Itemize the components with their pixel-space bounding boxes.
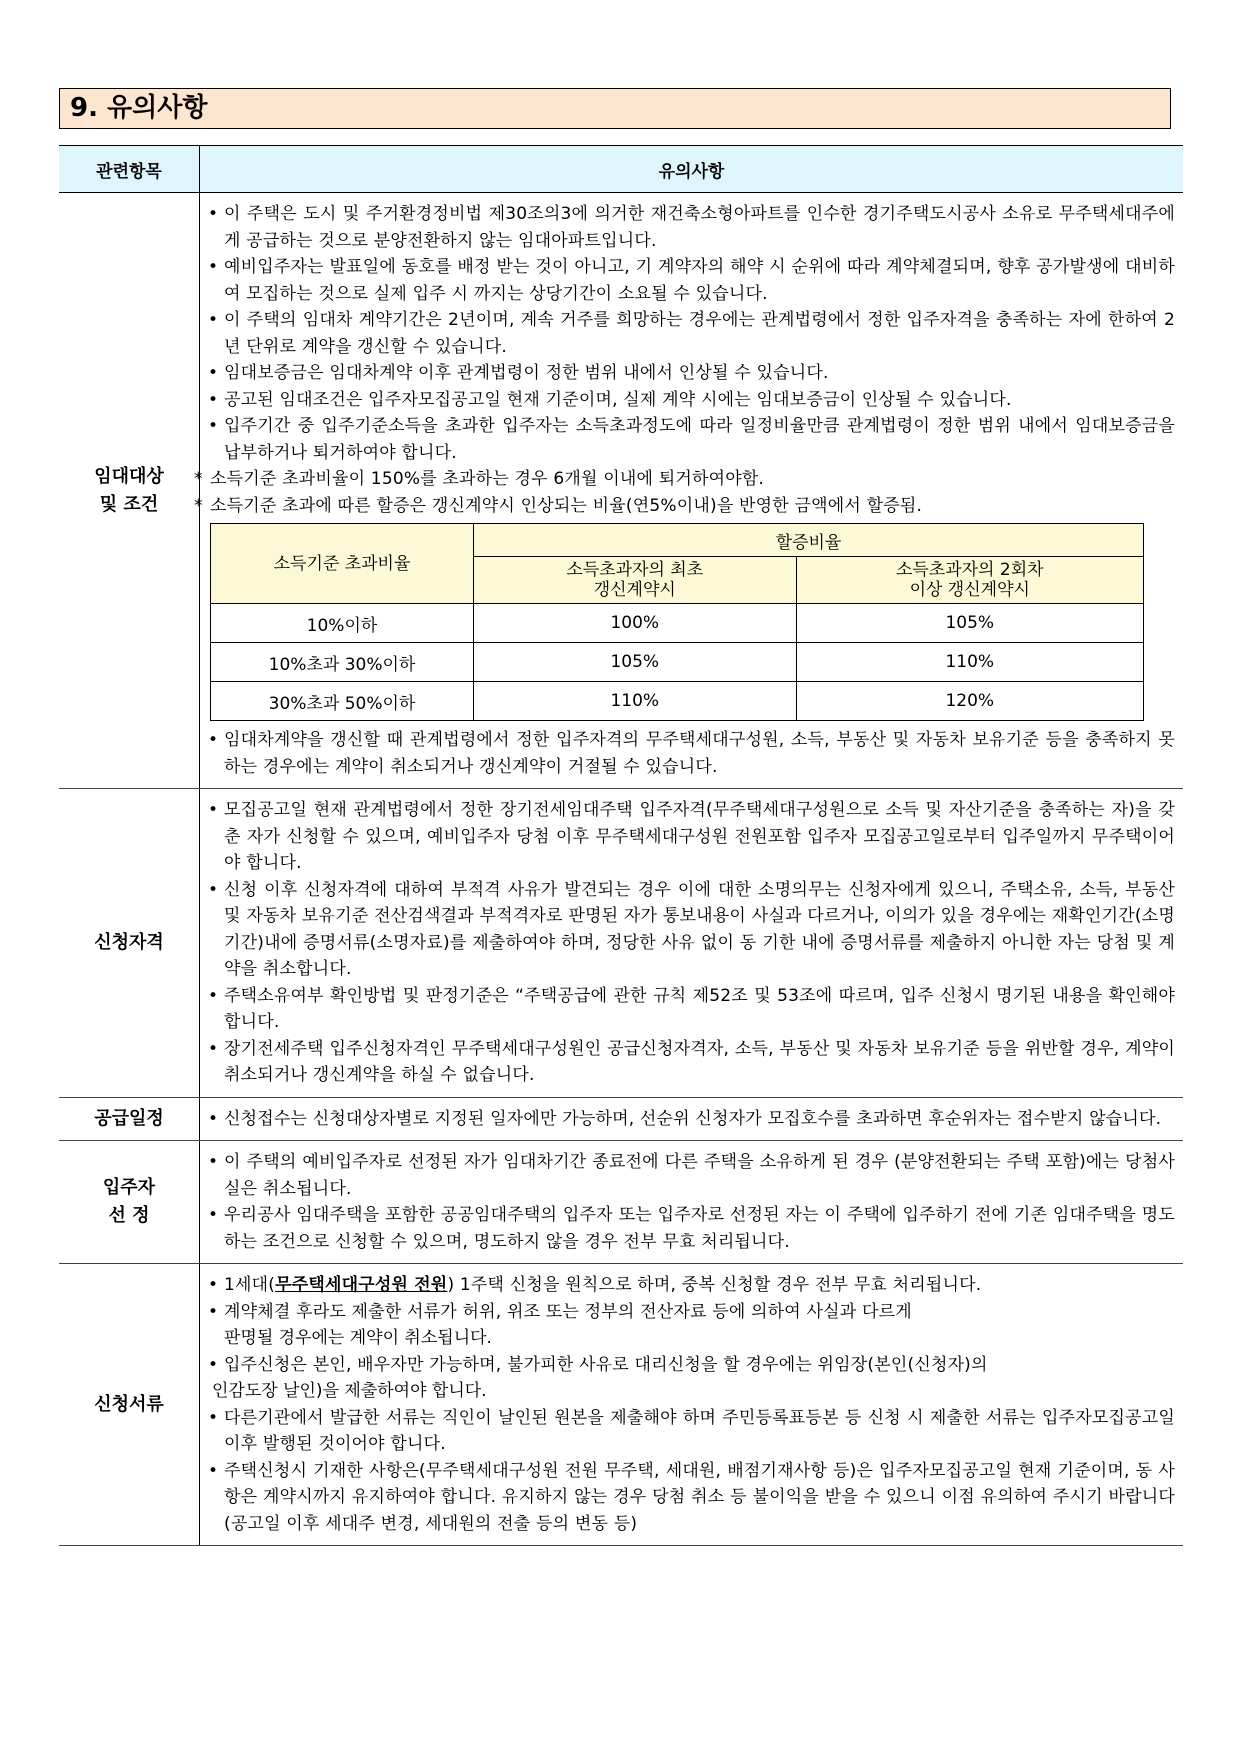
row-content (200, 1097, 1184, 1141)
surcharge-table (210, 523, 1144, 721)
list-item: • 신청 이후 신청자격에 대하여 부적격 사유가 발견되는 경우 이에 대한 소명의무는 신청자에게 있으니, 주택소유, 소득, 부동산 및 자동차 보유기준 전산검색결과 부적격자로 판명된 자가 통보내용이 사실과 다르거나, 이의가 있을 경우에는 재확인기간(소명기간)내에 증명서류(소명자료)를 제출하여야 하며, 정당한 사유 없이 동 기한 내에 증명서류를 제출하지 아니한 자는 당첨 및 계약을 취소합니다. (206, 877, 1175, 983)
list-item: • 다른기관에서 발급한 서류는 직인이 날인된 원본을 제출해야 하며 주민등록표등본 등 신청 시 제출한 서류는 입주자모집공고일 이후 발행된 것이어야 합니다. (206, 1405, 1175, 1458)
list-item: • 신청접수는 신청대상자별로 지정된 일자에만 가능하며, 선순위 신청자가 모집호수를 초과하면 후순위자는 접수받지 않습니다. (206, 1106, 1175, 1133)
notice-table (59, 145, 1183, 1546)
list-item: • 공고된 임대조건은 입주자모집공고일 현재 기준이며, 실제 계약 시에는 임대보증금이 인상될 수 있습니다. (206, 387, 1175, 414)
list-item: • 입주신청은 본인, 배우자만 가능하며, 불가피한 사유로 대리신청을 할 경우에는 위임장(본인(신청자)의 (206, 1352, 1175, 1379)
surcharge-second: 120% (796, 682, 1144, 721)
underlined-emphasis: 무주택세대구성원 전원 (275, 1275, 448, 1295)
surcharge-col-first-header: 소득초과자의 최초 갱신계약시 (474, 557, 797, 604)
note-item: * 소득기준 초과비율이 150%를 초과하는 경우 6개월 이내에 퇴거하여야함. (192, 466, 1175, 493)
surcharge-first: 100% (474, 604, 797, 643)
list-item: • 우리공사 임대주택을 포함한 공공임대주택의 입주자 또는 입주자로 선정된 자는 이 주택에 입주하기 전에 기존 임대주택을 명도하는 조건으로 신청할 수 있으며, 명도하지 않을 경우 전부 무효 처리됩니다. (206, 1202, 1175, 1255)
table-row (59, 789, 1183, 1098)
table-row (211, 643, 1144, 682)
table-row (59, 193, 1183, 789)
surcharge-range: 10%이하 (211, 604, 474, 643)
list-item: • 모집공고일 현재 관계법령에서 정한 장기전세임대주택 입주자격(무주택세대구성원으로 소득 및 자산기준을 충족하는 자)을 갖춘 자가 신청할 수 있으며, 예비입주자 당첨 이후 무주택세대구성원 전원포함 입주자 모집공고일로부터 입주일까지 무주택이어야 합니다. (206, 797, 1175, 877)
surcharge-second: 105% (796, 604, 1144, 643)
table-row (211, 682, 1144, 721)
note-item: * 소득기준 초과에 따른 할증은 갱신계약시 인상되는 비율(연5%이내)을 반영한 금액에서 할증됨. (192, 493, 1175, 520)
row-content (200, 193, 1184, 789)
table-row (59, 1264, 1183, 1546)
row-label-schedule: 공급일정 (59, 1097, 200, 1141)
surcharge-col-second-header: 소득초과자의 2회차 이상 갱신계약시 (796, 557, 1144, 604)
row-label-eligibility: 신청자격 (59, 789, 200, 1098)
list-item: • 계약체결 후라도 제출한 서류가 허위, 위조 또는 정부의 전산자료 등에 의하여 사실과 다르게 (206, 1299, 1175, 1326)
list-item: • 주택신청시 기재한 사항은(무주택세대구성원 전원 무주택, 세대원, 배점기재사항 등)은 입주자모집공고일 현재 기준이며, 동 사항은 계약시까지 유지하여야 합니다. 유지하지 않는 경우 당첨 취소 등 불이익을 받을 수 있으니 이점 유의하여 주시기 바랍니다(공고일 이후 세대주 변경, 세대원의 전출 등의 변동 등) (206, 1458, 1175, 1538)
row-label-selection: 입주자 선 정 (59, 1141, 200, 1264)
list-item: • 주택소유여부 확인방법 및 판정기준은 “주택공급에 관한 규칙 제52조 및 53조에 따르며, 입주 신청시 명기된 내용을 확인해야 합니다. (206, 983, 1175, 1036)
list-item: • 이 주택의 임대차 계약기간은 2년이며, 계속 거주를 희망하는 경우에는 관계법령에서 정한 입주자격을 충족하는 자에 한하여 2년 단위로 계약을 갱신할 수 있습니다. (206, 307, 1175, 360)
list-item: • 1세대(무주택세대구성원 전원) 1주택 신청을 원칙으로 하며, 중복 신청할 경우 전부 무효 처리됩니다. (206, 1272, 1175, 1299)
table-header-row (59, 146, 1183, 193)
surcharge-first: 105% (474, 643, 797, 682)
header-notice: 유의사항 (200, 146, 1184, 193)
list-item: • 입주기간 중 입주기준소득을 초과한 입주자는 소득초과정도에 따라 일정비율만큼 관계법령이 정한 범위 내에서 임대보증금을 납부하거나 퇴거하여야 합니다. (206, 413, 1175, 466)
surcharge-col-range-header: 소득기준 초과비율 (211, 524, 474, 604)
list-item: • 이 주택의 예비입주자로 선정된 자가 임대차기간 종료전에 다른 주택을 소유하게 된 경우 (분양전환되는 주택 포함)에는 당첨사실은 취소됩니다. (206, 1149, 1175, 1202)
list-item: • 장기전세주택 입주신청자격인 무주택세대구성원인 공급신청자격자, 소득, 부동산 및 자동차 보유기준 등을 위반할 경우, 계약이 취소되거나 갱신계약을 하실 수 없습니다. (206, 1036, 1175, 1089)
list-item: • 예비입주자는 발표일에 동호를 배정 받는 것이 아니고, 기 계약자의 해약 시 순위에 따라 계약체결되며, 향후 공가발생에 대비하여 모집하는 것으로 실제 입주 시 까지는 상당기간이 소요될 수 있습니다. (206, 254, 1175, 307)
list-item: • 임대차계약을 갱신할 때 관계법령에서 정한 입주자격의 무주택세대구성원, 소득, 부동산 및 자동차 보유기준 등을 충족하지 못하는 경우에는 계약이 취소되거나 갱신계약이 거절될 수 있습니다. (206, 727, 1175, 780)
row-content (200, 1264, 1184, 1546)
row-content (200, 1141, 1184, 1264)
list-item: • 임대보증금은 임대차계약 이후 관계법령이 정한 범위 내에서 인상될 수 있습니다. (206, 360, 1175, 387)
header-related-item: 관련항목 (59, 146, 200, 193)
table-row (211, 604, 1144, 643)
surcharge-group-header: 할증비율 (474, 524, 1144, 557)
row-label-documents: 신청서류 (59, 1264, 200, 1546)
table-row (59, 1097, 1183, 1141)
section-title: 9. 유의사항 (59, 88, 1171, 129)
surcharge-range: 30%초과 50%이하 (211, 682, 474, 721)
row-content (200, 789, 1184, 1098)
list-item: • 이 주택은 도시 및 주거환경정비법 제30조의3에 의거한 재건축소형아파트를 인수한 경기주택도시공사 소유로 무주택세대주에게 공급하는 것으로 분양전환하지 않는 임대아파트입니다. (206, 201, 1175, 254)
row-label-lease-conditions: 임대대상 및 조건 (59, 193, 200, 789)
list-item-continuation: 인감도장 날인)을 제출하여야 합니다. (212, 1381, 487, 1401)
list-item-continuation: 판명될 경우에는 계약이 취소됩니다. (224, 1328, 492, 1348)
surcharge-first: 110% (474, 682, 797, 721)
table-row (59, 1141, 1183, 1264)
surcharge-range: 10%초과 30%이하 (211, 643, 474, 682)
surcharge-second: 110% (796, 643, 1144, 682)
